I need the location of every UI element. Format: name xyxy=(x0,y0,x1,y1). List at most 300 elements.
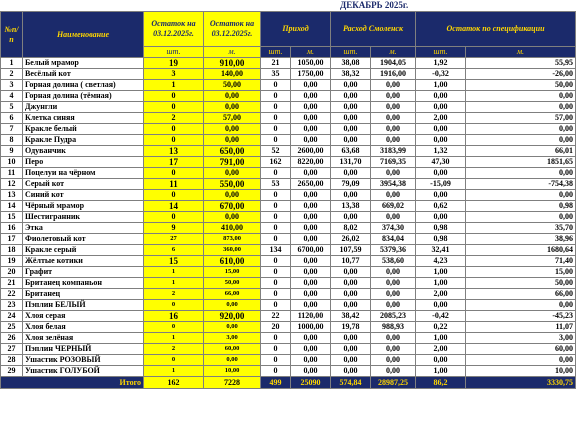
expense-pcs-cell[interactable]: 0,00 xyxy=(331,102,371,113)
start-pcs-cell[interactable]: 9 xyxy=(144,223,204,234)
expense-pcs-cell[interactable]: 10,77 xyxy=(331,256,371,267)
spec-pcs-cell[interactable]: 0,00 xyxy=(416,355,466,366)
spec-m-cell[interactable]: 55,95 xyxy=(466,58,576,69)
start-m-cell[interactable]: 360,00 xyxy=(204,245,261,256)
income-m-cell[interactable]: 0,00 xyxy=(291,300,331,311)
total-cell[interactable]: 7228 xyxy=(204,377,261,389)
start-m-cell[interactable]: 66,00 xyxy=(204,289,261,300)
expense-pcs-cell[interactable]: 8,02 xyxy=(331,223,371,234)
income-pcs-cell[interactable]: 53 xyxy=(261,179,291,190)
row-number-cell[interactable]: 22 xyxy=(1,289,23,300)
start-pcs-cell[interactable]: 1 xyxy=(144,366,204,377)
row-number-cell[interactable]: 2 xyxy=(1,69,23,80)
start-m-cell[interactable]: 550,00 xyxy=(204,179,261,190)
start-m-cell[interactable]: 670,00 xyxy=(204,201,261,212)
item-name-cell[interactable]: Жёлтые котики xyxy=(23,256,144,267)
expense-pcs-cell[interactable]: 0,00 xyxy=(331,135,371,146)
spec-m-cell[interactable]: 0,00 xyxy=(466,135,576,146)
row-number-cell[interactable]: 21 xyxy=(1,278,23,289)
income-m-cell[interactable]: 2650,00 xyxy=(291,179,331,190)
row-number-cell[interactable]: 26 xyxy=(1,333,23,344)
start-pcs-cell[interactable]: 19 xyxy=(144,58,204,69)
header-income[interactable]: Приход xyxy=(261,12,331,47)
spec-m-cell[interactable]: 50,00 xyxy=(466,80,576,91)
spec-pcs-cell[interactable]: 0,00 xyxy=(416,102,466,113)
income-m-cell[interactable]: 0,00 xyxy=(291,201,331,212)
spec-pcs-cell[interactable]: 0,98 xyxy=(416,234,466,245)
income-pcs-cell[interactable]: 0 xyxy=(261,267,291,278)
total-cell[interactable]: 162 xyxy=(144,377,204,389)
item-name-cell[interactable]: Джунгли xyxy=(23,102,144,113)
expense-m-cell[interactable]: 834,04 xyxy=(371,234,416,245)
item-name-cell[interactable]: Хлоя серая xyxy=(23,311,144,322)
spec-pcs-cell[interactable]: 4,23 xyxy=(416,256,466,267)
header-spec[interactable]: Остаток по спецификации xyxy=(416,12,576,47)
expense-pcs-cell[interactable]: 0,00 xyxy=(331,300,371,311)
expense-pcs-cell[interactable]: 0,00 xyxy=(331,267,371,278)
spec-pcs-cell[interactable]: 0,00 xyxy=(416,91,466,102)
expense-m-cell[interactable]: 1916,00 xyxy=(371,69,416,80)
item-name-cell[interactable]: Пэплин БЕЛЫЙ xyxy=(23,300,144,311)
expense-m-cell[interactable]: 0,00 xyxy=(371,344,416,355)
item-name-cell[interactable]: Горная долина ( светлая) xyxy=(23,80,144,91)
income-pcs-cell[interactable]: 0 xyxy=(261,124,291,135)
spec-pcs-cell[interactable]: 1,00 xyxy=(416,278,466,289)
unit-cell[interactable]: шт. xyxy=(416,47,466,58)
start-m-cell[interactable]: 50,00 xyxy=(204,80,261,91)
unit-cell[interactable]: шт. xyxy=(144,47,204,58)
income-pcs-cell[interactable]: 0 xyxy=(261,201,291,212)
start-pcs-cell[interactable]: 1 xyxy=(144,267,204,278)
income-m-cell[interactable]: 0,00 xyxy=(291,267,331,278)
start-m-cell[interactable]: 791,00 xyxy=(204,157,261,168)
income-pcs-cell[interactable]: 0 xyxy=(261,113,291,124)
spec-m-cell[interactable]: 60,00 xyxy=(466,344,576,355)
header-start-pcs[interactable]: Остаток на 03.12.2025г. xyxy=(144,12,204,47)
spec-pcs-cell[interactable]: 1,00 xyxy=(416,366,466,377)
expense-m-cell[interactable]: 0,00 xyxy=(371,124,416,135)
expense-m-cell[interactable]: 0,00 xyxy=(371,267,416,278)
start-m-cell[interactable]: 410,00 xyxy=(204,223,261,234)
income-pcs-cell[interactable]: 0 xyxy=(261,278,291,289)
expense-m-cell[interactable]: 3183,99 xyxy=(371,146,416,157)
income-pcs-cell[interactable]: 0 xyxy=(261,223,291,234)
start-pcs-cell[interactable]: 2 xyxy=(144,113,204,124)
income-m-cell[interactable]: 0,00 xyxy=(291,223,331,234)
row-number-cell[interactable]: 13 xyxy=(1,190,23,201)
expense-m-cell[interactable]: 3954,38 xyxy=(371,179,416,190)
start-pcs-cell[interactable]: 6 xyxy=(144,245,204,256)
expense-m-cell[interactable]: 0,00 xyxy=(371,80,416,91)
spec-pcs-cell[interactable]: 1,32 xyxy=(416,146,466,157)
spec-pcs-cell[interactable]: 0,00 xyxy=(416,212,466,223)
spec-pcs-cell[interactable]: 0,00 xyxy=(416,124,466,135)
expense-m-cell[interactable]: 0,00 xyxy=(371,333,416,344)
expense-m-cell[interactable]: 0,00 xyxy=(371,366,416,377)
row-number-cell[interactable]: 5 xyxy=(1,102,23,113)
start-m-cell[interactable]: 0,00 xyxy=(204,124,261,135)
spec-pcs-cell[interactable]: 0,00 xyxy=(416,190,466,201)
header-start-m[interactable]: Остаток на 03.12.2025г. xyxy=(204,12,261,47)
expense-pcs-cell[interactable]: 63,68 xyxy=(331,146,371,157)
start-m-cell[interactable]: 0,00 xyxy=(204,355,261,366)
expense-pcs-cell[interactable]: 107,59 xyxy=(331,245,371,256)
expense-pcs-cell[interactable]: 0,00 xyxy=(331,168,371,179)
spec-m-cell[interactable]: 50,00 xyxy=(466,278,576,289)
item-name-cell[interactable]: Перо xyxy=(23,157,144,168)
item-name-cell[interactable]: Кракле серый xyxy=(23,245,144,256)
income-pcs-cell[interactable]: 0 xyxy=(261,333,291,344)
expense-pcs-cell[interactable]: 38,32 xyxy=(331,69,371,80)
header-name[interactable]: Наименование xyxy=(23,12,144,58)
row-number-cell[interactable]: 24 xyxy=(1,311,23,322)
spec-m-cell[interactable]: 0,00 xyxy=(466,300,576,311)
start-pcs-cell[interactable]: 27 xyxy=(144,234,204,245)
spec-pcs-cell[interactable]: 2,00 xyxy=(416,113,466,124)
item-name-cell[interactable]: Шестигранник xyxy=(23,212,144,223)
spec-m-cell[interactable]: -26,00 xyxy=(466,69,576,80)
item-name-cell[interactable]: Британец компаньон xyxy=(23,278,144,289)
income-pcs-cell[interactable]: 21 xyxy=(261,58,291,69)
income-pcs-cell[interactable]: 162 xyxy=(261,157,291,168)
item-name-cell[interactable]: Ушастик ГОЛУБОЙ xyxy=(23,366,144,377)
row-number-cell[interactable]: 11 xyxy=(1,168,23,179)
income-pcs-cell[interactable]: 0 xyxy=(261,91,291,102)
start-pcs-cell[interactable]: 16 xyxy=(144,311,204,322)
expense-pcs-cell[interactable]: 0,00 xyxy=(331,278,371,289)
spec-m-cell[interactable]: 66,01 xyxy=(466,146,576,157)
expense-m-cell[interactable]: 988,93 xyxy=(371,322,416,333)
expense-m-cell[interactable]: 2085,23 xyxy=(371,311,416,322)
spec-m-cell[interactable]: 1680,64 xyxy=(466,245,576,256)
start-m-cell[interactable]: 57,00 xyxy=(204,113,261,124)
item-name-cell[interactable]: Фиолетовый кот xyxy=(23,234,144,245)
income-m-cell[interactable]: 0,00 xyxy=(291,124,331,135)
row-number-cell[interactable]: 12 xyxy=(1,179,23,190)
spec-pcs-cell[interactable]: 1,00 xyxy=(416,80,466,91)
item-name-cell[interactable]: Кракле белый xyxy=(23,124,144,135)
spec-m-cell[interactable]: -45,23 xyxy=(466,311,576,322)
start-m-cell[interactable]: 60,00 xyxy=(204,344,261,355)
start-m-cell[interactable]: 10,00 xyxy=(204,366,261,377)
income-pcs-cell[interactable]: 0 xyxy=(261,168,291,179)
start-m-cell[interactable]: 0,00 xyxy=(204,322,261,333)
expense-m-cell[interactable]: 0,00 xyxy=(371,113,416,124)
income-m-cell[interactable]: 0,00 xyxy=(291,102,331,113)
income-pcs-cell[interactable]: 52 xyxy=(261,146,291,157)
unit-cell[interactable]: м. xyxy=(291,47,331,58)
start-pcs-cell[interactable]: 0 xyxy=(144,91,204,102)
start-pcs-cell[interactable]: 0 xyxy=(144,168,204,179)
expense-pcs-cell[interactable]: 79,09 xyxy=(331,179,371,190)
row-number-cell[interactable]: 27 xyxy=(1,344,23,355)
row-number-cell[interactable]: 23 xyxy=(1,300,23,311)
income-pcs-cell[interactable]: 35 xyxy=(261,69,291,80)
start-m-cell[interactable]: 0,00 xyxy=(204,190,261,201)
income-pcs-cell[interactable]: 0 xyxy=(261,102,291,113)
income-pcs-cell[interactable]: 0 xyxy=(261,135,291,146)
spec-m-cell[interactable]: 35,70 xyxy=(466,223,576,234)
total-cell[interactable]: 499 xyxy=(261,377,291,389)
spec-m-cell[interactable]: 0,00 xyxy=(466,168,576,179)
income-pcs-cell[interactable]: 0 xyxy=(261,190,291,201)
start-m-cell[interactable]: 3,00 xyxy=(204,333,261,344)
expense-m-cell[interactable]: 0,00 xyxy=(371,190,416,201)
expense-m-cell[interactable]: 7169,35 xyxy=(371,157,416,168)
income-m-cell[interactable]: 1120,00 xyxy=(291,311,331,322)
spec-pcs-cell[interactable]: 47,30 xyxy=(416,157,466,168)
income-pcs-cell[interactable]: 0 xyxy=(261,300,291,311)
income-pcs-cell[interactable]: 0 xyxy=(261,366,291,377)
spec-pcs-cell[interactable]: 0,00 xyxy=(416,168,466,179)
expense-pcs-cell[interactable]: 0,00 xyxy=(331,344,371,355)
income-m-cell[interactable]: 0,00 xyxy=(291,113,331,124)
spec-pcs-cell[interactable]: -0,32 xyxy=(416,69,466,80)
total-cell[interactable]: 28987,25 xyxy=(371,377,416,389)
spec-pcs-cell[interactable]: 0,00 xyxy=(416,300,466,311)
start-pcs-cell[interactable]: 3 xyxy=(144,69,204,80)
expense-pcs-cell[interactable]: 0,00 xyxy=(331,113,371,124)
spec-m-cell[interactable]: 0,00 xyxy=(466,102,576,113)
start-m-cell[interactable]: 0,00 xyxy=(204,212,261,223)
spec-m-cell[interactable]: 0,00 xyxy=(466,355,576,366)
expense-m-cell[interactable]: 538,60 xyxy=(371,256,416,267)
row-number-cell[interactable]: 8 xyxy=(1,135,23,146)
total-cell[interactable]: 25090 xyxy=(291,377,331,389)
expense-pcs-cell[interactable]: 0,00 xyxy=(331,355,371,366)
start-m-cell[interactable]: 50,00 xyxy=(204,278,261,289)
expense-pcs-cell[interactable]: 13,38 xyxy=(331,201,371,212)
income-m-cell[interactable]: 0,00 xyxy=(291,135,331,146)
row-number-cell[interactable]: 28 xyxy=(1,355,23,366)
start-pcs-cell[interactable]: 0 xyxy=(144,300,204,311)
expense-m-cell[interactable]: 0,00 xyxy=(371,102,416,113)
start-m-cell[interactable]: 610,00 xyxy=(204,256,261,267)
expense-m-cell[interactable]: 669,02 xyxy=(371,201,416,212)
item-name-cell[interactable]: Поцелуи на чёрном xyxy=(23,168,144,179)
total-label[interactable]: Итого xyxy=(1,377,144,389)
item-name-cell[interactable]: Хлоя зелёная xyxy=(23,333,144,344)
start-m-cell[interactable]: 140,00 xyxy=(204,69,261,80)
row-number-cell[interactable]: 14 xyxy=(1,201,23,212)
item-name-cell[interactable]: Хлоя белая xyxy=(23,322,144,333)
spec-m-cell[interactable]: 1851,65 xyxy=(466,157,576,168)
income-m-cell[interactable]: 0,00 xyxy=(291,190,331,201)
start-pcs-cell[interactable]: 14 xyxy=(144,201,204,212)
row-number-cell[interactable]: 9 xyxy=(1,146,23,157)
spec-pcs-cell[interactable]: 2,00 xyxy=(416,289,466,300)
income-pcs-cell[interactable]: 0 xyxy=(261,289,291,300)
income-m-cell[interactable]: 0,00 xyxy=(291,355,331,366)
start-m-cell[interactable]: 650,00 xyxy=(204,146,261,157)
expense-pcs-cell[interactable]: 0,00 xyxy=(331,190,371,201)
spec-pcs-cell[interactable]: -15,09 xyxy=(416,179,466,190)
spec-pcs-cell[interactable]: 0,00 xyxy=(416,135,466,146)
row-number-cell[interactable]: 10 xyxy=(1,157,23,168)
start-pcs-cell[interactable]: 2 xyxy=(144,289,204,300)
expense-pcs-cell[interactable]: 26,02 xyxy=(331,234,371,245)
item-name-cell[interactable]: Этка xyxy=(23,223,144,234)
income-m-cell[interactable]: 6700,00 xyxy=(291,245,331,256)
row-number-cell[interactable]: 18 xyxy=(1,245,23,256)
expense-m-cell[interactable]: 0,00 xyxy=(371,278,416,289)
header-num[interactable]: №п/п xyxy=(1,12,23,58)
item-name-cell[interactable]: Белый мрамор xyxy=(23,58,144,69)
spec-pcs-cell[interactable]: 0,62 xyxy=(416,201,466,212)
start-pcs-cell[interactable]: 1 xyxy=(144,278,204,289)
income-m-cell[interactable]: 1000,00 xyxy=(291,322,331,333)
expense-pcs-cell[interactable]: 0,00 xyxy=(331,212,371,223)
income-m-cell[interactable]: 1750,00 xyxy=(291,69,331,80)
item-name-cell[interactable]: Весёлый кот xyxy=(23,69,144,80)
row-number-cell[interactable]: 20 xyxy=(1,267,23,278)
expense-m-cell[interactable]: 0,00 xyxy=(371,355,416,366)
spec-m-cell[interactable]: 3,00 xyxy=(466,333,576,344)
expense-pcs-cell[interactable]: 0,00 xyxy=(331,366,371,377)
income-m-cell[interactable]: 0,00 xyxy=(291,91,331,102)
item-name-cell[interactable]: Пэплин ЧЕРНЫЙ xyxy=(23,344,144,355)
income-pcs-cell[interactable]: 0 xyxy=(261,212,291,223)
spec-pcs-cell[interactable]: -0,42 xyxy=(416,311,466,322)
unit-cell[interactable]: м. xyxy=(204,47,261,58)
item-name-cell[interactable]: Клетка синяя xyxy=(23,113,144,124)
item-name-cell[interactable]: Ушастик РОЗОВЫЙ xyxy=(23,355,144,366)
row-number-cell[interactable]: 29 xyxy=(1,366,23,377)
spec-m-cell[interactable]: 15,00 xyxy=(466,267,576,278)
income-m-cell[interactable]: 0,00 xyxy=(291,212,331,223)
item-name-cell[interactable]: Чёрный мрамор xyxy=(23,201,144,212)
start-pcs-cell[interactable]: 0 xyxy=(144,212,204,223)
start-pcs-cell[interactable]: 0 xyxy=(144,135,204,146)
spec-m-cell[interactable]: 71,40 xyxy=(466,256,576,267)
start-m-cell[interactable]: 910,00 xyxy=(204,58,261,69)
spec-m-cell[interactable]: 57,00 xyxy=(466,113,576,124)
income-pcs-cell[interactable]: 0 xyxy=(261,344,291,355)
spec-m-cell[interactable]: 0,00 xyxy=(466,91,576,102)
start-m-cell[interactable]: 0,00 xyxy=(204,168,261,179)
income-pcs-cell[interactable]: 22 xyxy=(261,311,291,322)
start-pcs-cell[interactable]: 1 xyxy=(144,80,204,91)
row-number-cell[interactable]: 3 xyxy=(1,80,23,91)
income-pcs-cell[interactable]: 20 xyxy=(261,322,291,333)
expense-m-cell[interactable]: 0,00 xyxy=(371,91,416,102)
income-pcs-cell[interactable]: 134 xyxy=(261,245,291,256)
row-number-cell[interactable]: 17 xyxy=(1,234,23,245)
start-pcs-cell[interactable]: 0 xyxy=(144,124,204,135)
spec-m-cell[interactable]: 38,96 xyxy=(466,234,576,245)
start-pcs-cell[interactable]: 0 xyxy=(144,190,204,201)
start-m-cell[interactable]: 0,00 xyxy=(204,300,261,311)
start-pcs-cell[interactable]: 1 xyxy=(144,333,204,344)
income-pcs-cell[interactable]: 0 xyxy=(261,355,291,366)
spec-pcs-cell[interactable]: 0,98 xyxy=(416,223,466,234)
start-pcs-cell[interactable]: 17 xyxy=(144,157,204,168)
spec-pcs-cell[interactable]: 32,41 xyxy=(416,245,466,256)
item-name-cell[interactable]: Горная долина (тёмная) xyxy=(23,91,144,102)
income-m-cell[interactable]: 0,00 xyxy=(291,289,331,300)
income-m-cell[interactable]: 0,00 xyxy=(291,256,331,267)
expense-m-cell[interactable]: 0,00 xyxy=(371,168,416,179)
item-name-cell[interactable]: Одуванчик xyxy=(23,146,144,157)
start-m-cell[interactable]: 873,00 xyxy=(204,234,261,245)
expense-pcs-cell[interactable]: 0,00 xyxy=(331,91,371,102)
row-number-cell[interactable]: 4 xyxy=(1,91,23,102)
start-m-cell[interactable]: 0,00 xyxy=(204,135,261,146)
spec-pcs-cell[interactable]: 0,22 xyxy=(416,322,466,333)
expense-m-cell[interactable]: 5379,36 xyxy=(371,245,416,256)
spec-pcs-cell[interactable]: 1,92 xyxy=(416,58,466,69)
header-expense[interactable]: Расход Смоленск xyxy=(331,12,416,47)
income-m-cell[interactable]: 0,00 xyxy=(291,168,331,179)
income-m-cell[interactable]: 0,00 xyxy=(291,344,331,355)
total-cell[interactable]: 574,84 xyxy=(331,377,371,389)
start-pcs-cell[interactable]: 2 xyxy=(144,344,204,355)
expense-pcs-cell[interactable]: 38,42 xyxy=(331,311,371,322)
item-name-cell[interactable]: Британец xyxy=(23,289,144,300)
row-number-cell[interactable]: 1 xyxy=(1,58,23,69)
expense-pcs-cell[interactable]: 0,00 xyxy=(331,124,371,135)
start-pcs-cell[interactable]: 0 xyxy=(144,102,204,113)
start-pcs-cell[interactable]: 0 xyxy=(144,355,204,366)
unit-cell[interactable]: шт. xyxy=(331,47,371,58)
total-cell[interactable]: 86,2 xyxy=(416,377,466,389)
income-m-cell[interactable]: 1050,00 xyxy=(291,58,331,69)
row-number-cell[interactable]: 25 xyxy=(1,322,23,333)
spec-m-cell[interactable]: 0,00 xyxy=(466,212,576,223)
spec-m-cell[interactable]: 11,07 xyxy=(466,322,576,333)
expense-m-cell[interactable]: 1904,05 xyxy=(371,58,416,69)
income-m-cell[interactable]: 0,00 xyxy=(291,278,331,289)
expense-m-cell[interactable]: 0,00 xyxy=(371,212,416,223)
unit-cell[interactable]: м. xyxy=(466,47,576,58)
item-name-cell[interactable]: Синий кот xyxy=(23,190,144,201)
expense-pcs-cell[interactable]: 38,08 xyxy=(331,58,371,69)
spec-m-cell[interactable]: -754,38 xyxy=(466,179,576,190)
spec-m-cell[interactable]: 0,00 xyxy=(466,190,576,201)
spec-m-cell[interactable]: 10,00 xyxy=(466,366,576,377)
start-m-cell[interactable]: 0,00 xyxy=(204,102,261,113)
expense-pcs-cell[interactable]: 131,70 xyxy=(331,157,371,168)
row-number-cell[interactable]: 16 xyxy=(1,223,23,234)
item-name-cell[interactable]: Графит xyxy=(23,267,144,278)
start-m-cell[interactable]: 920,00 xyxy=(204,311,261,322)
income-m-cell[interactable]: 2600,00 xyxy=(291,146,331,157)
spec-pcs-cell[interactable]: 2,00 xyxy=(416,344,466,355)
row-number-cell[interactable]: 15 xyxy=(1,212,23,223)
spec-m-cell[interactable]: 0,98 xyxy=(466,201,576,212)
income-m-cell[interactable]: 0,00 xyxy=(291,234,331,245)
spec-m-cell[interactable]: 66,00 xyxy=(466,289,576,300)
row-number-cell[interactable]: 6 xyxy=(1,113,23,124)
income-m-cell[interactable]: 0,00 xyxy=(291,333,331,344)
item-name-cell[interactable]: Серый кот xyxy=(23,179,144,190)
start-pcs-cell[interactable]: 11 xyxy=(144,179,204,190)
spec-pcs-cell[interactable]: 1,00 xyxy=(416,267,466,278)
expense-pcs-cell[interactable]: 0,00 xyxy=(331,289,371,300)
row-number-cell[interactable]: 7 xyxy=(1,124,23,135)
item-name-cell[interactable]: Кракле Пудра xyxy=(23,135,144,146)
unit-cell[interactable]: шт. xyxy=(261,47,291,58)
income-pcs-cell[interactable]: 0 xyxy=(261,234,291,245)
income-m-cell[interactable]: 0,00 xyxy=(291,80,331,91)
income-m-cell[interactable]: 8220,00 xyxy=(291,157,331,168)
spec-m-cell[interactable]: 0,00 xyxy=(466,124,576,135)
total-cell[interactable]: 3330,75 xyxy=(466,377,576,389)
start-pcs-cell[interactable]: 13 xyxy=(144,146,204,157)
start-pcs-cell[interactable]: 15 xyxy=(144,256,204,267)
income-m-cell[interactable]: 0,00 xyxy=(291,366,331,377)
income-pcs-cell[interactable]: 0 xyxy=(261,80,291,91)
